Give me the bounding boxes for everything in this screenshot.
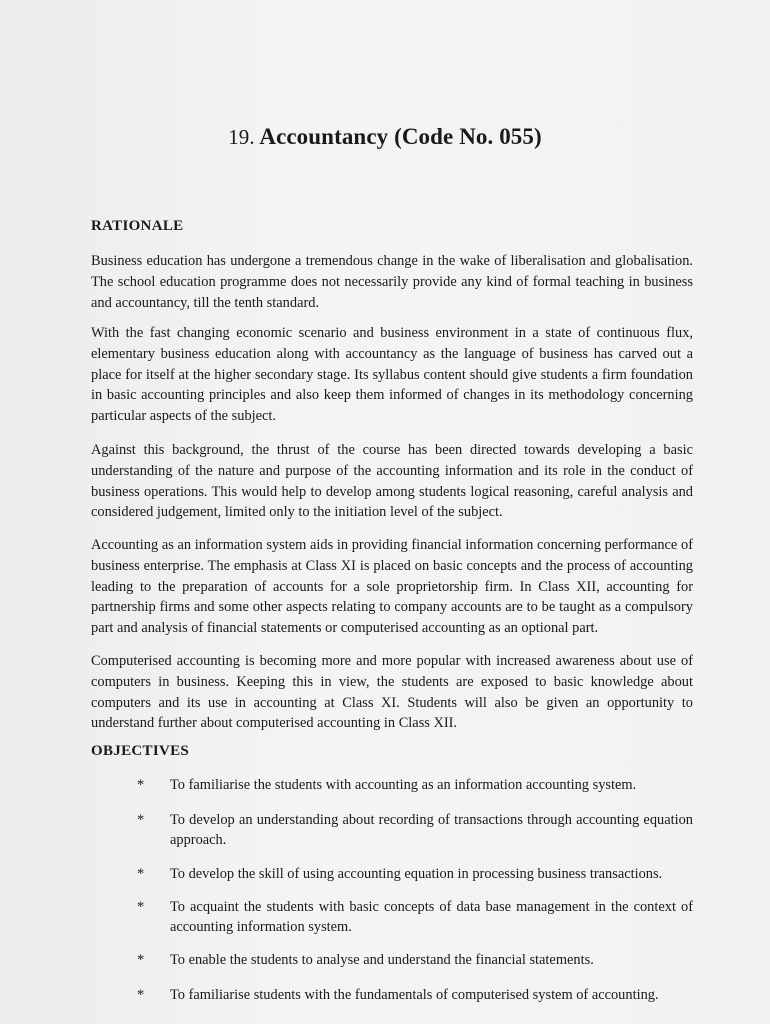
objective-text: To familiarise the students with accounting as an information accounting system. xyxy=(170,777,637,793)
objectives-heading: OBJECTIVES xyxy=(91,743,190,759)
bullet-star-icon: * xyxy=(137,899,145,915)
page-title xyxy=(0,124,770,150)
bullet-star-icon: * xyxy=(137,987,145,1003)
rationale-paragraph-4: Accounting as an information system aids in providing financial information concerning performance of business enterprise. The emphasis at Class XI is placed on basic concepts and the process of accounting leading to the preparation of accounts for a sole proprietorship firm. In Class XII, accounting for partnership firms and some other aspects relating to company accounts are to be taught as a compulsory part and analysis of financial statements or computerised accounting as an optional part. xyxy=(91,537,693,637)
objective-text: To develop the skill of using accounting equation in processing business transactions. xyxy=(170,866,663,882)
rationale-heading: RATIONALE xyxy=(91,218,184,234)
objective-text: To develop an understanding about recording of transactions through accounting equation approach. xyxy=(170,812,693,848)
objective-text: To enable the students to analyse and understand the financial statements. xyxy=(170,952,594,968)
rationale-paragraph-2: With the fast changing economic scenario and business environment in a state of continuous flux, elementary business education along with accountancy as the language of business has carved out a place for itself at the higher secondary stage. Its syllabus content should give students a firm foundation in basic accounting principles and also keep them informed of changes in its methodology concerning particular aspects of the subject. xyxy=(91,325,693,425)
objective-text: To acquaint the students with basic concepts of data base management in the context of accounting information system. xyxy=(170,899,693,935)
rationale-paragraph-5: Computerised accounting is becoming more and more popular with increased awareness about use of computers in business. Keeping this in view, the students are exposed to basic knowledge about computers and its use in accounting at Class XI. Students will also be given an opportunity to understand further about computerised accounting in Class XII. xyxy=(91,653,693,732)
objective-text: To familiarise students with the fundamentals of computerised system of accounting. xyxy=(170,987,659,1003)
bullet-star-icon: * xyxy=(137,952,145,968)
bullet-star-icon: * xyxy=(137,812,145,828)
title-text: Accountancy (Code No. 055) xyxy=(259,124,542,149)
bullet-star-icon: * xyxy=(137,866,145,882)
bullet-star-icon: * xyxy=(137,777,145,793)
rationale-paragraph-3: Against this background, the thrust of the course has been directed towards developing a basic understanding of the nature and purpose of the accounting information and its role in the conduct of business operations. This would help to develop among students logical reasoning, careful analysis and considered judgement, limited only to the initiation level of the subject. xyxy=(91,442,693,521)
rationale-paragraph-1: Business education has undergone a tremendous change in the wake of liberalisation and globalisation. The school education programme does not necessarily provide any kind of formal teaching in business and accountancy, till the tenth standard. xyxy=(91,253,693,311)
title-number: 19. xyxy=(228,125,255,149)
